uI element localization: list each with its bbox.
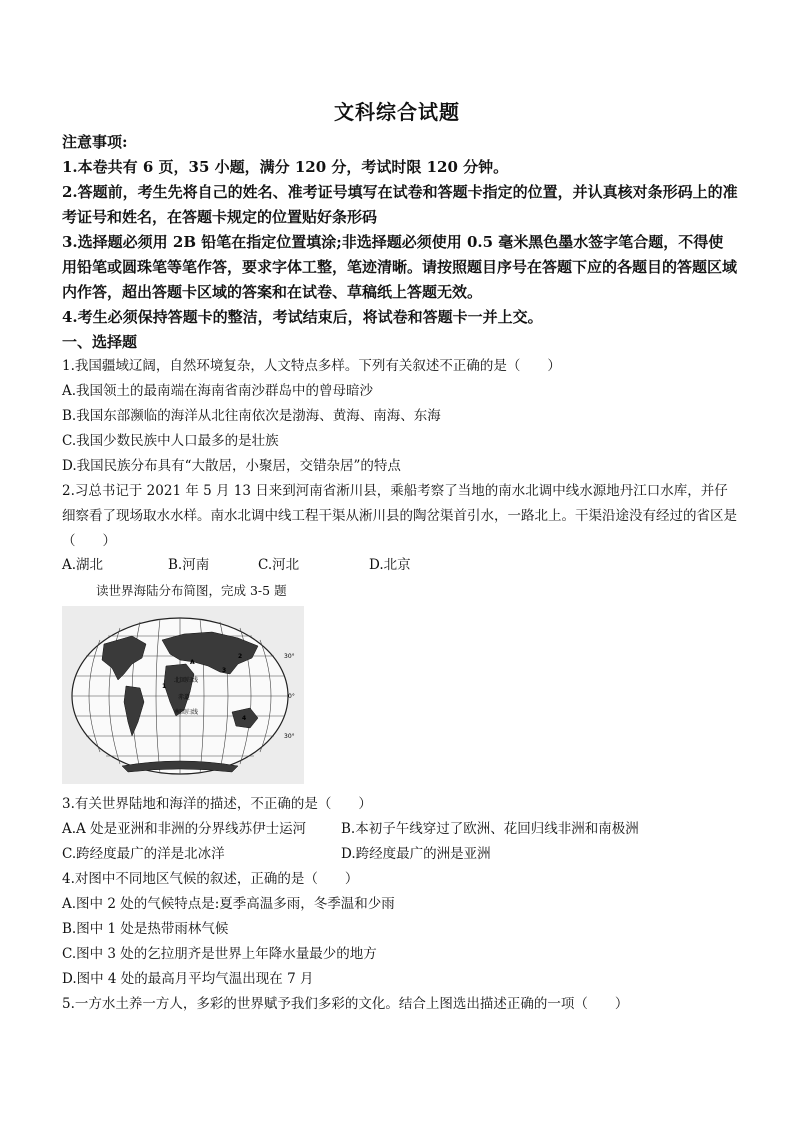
label-point-1: 1	[162, 683, 167, 690]
q2-option-d: D.北京	[369, 557, 411, 573]
label-equator: 赤道	[178, 694, 191, 701]
q1-option-c: C.我国少数民族中人口最多的是壮族	[62, 433, 279, 449]
q4-option-c: C.图中 3 处的乞拉朋齐是世界上年降水量最少的地方	[62, 946, 377, 962]
label-point-4: 4	[242, 715, 247, 722]
label-point-3: 3	[222, 667, 227, 674]
q1-stem: 1.我国疆域辽阔，自然环境复杂，人文特点多样。下列有关叙述不正确的是（ ）	[62, 358, 561, 374]
page-title: 文科综合试题	[334, 100, 460, 124]
notice-item-4: 4.考生必须保持答题卡的整洁，考试结束后，将试卷和答题卡一并上交。	[62, 308, 543, 326]
notice-item-3: 3.选择题必须用 2B 铅笔在指定位置填涂;非选择题必须使用 0.5 毫米黑色墨水签字笔合题，不得使用铅笔或圆珠笔等笔作答，要求字体工整，笔迹清晰。请按照题目序号在答题下应的各题目的答题区域内作答，超出答题卡区域的答案和在试卷、草稿纸上答题无效。	[62, 233, 738, 301]
q4-stem: 4.对图中不同地区气候的叙述，正确的是（ ）	[62, 871, 359, 887]
q3-option-a: A.A 处是亚洲和非洲的分界线苏伊士运河	[62, 821, 307, 837]
label-lat-30n: 30°	[284, 653, 295, 660]
q3-stem: 3.有关世界陆地和海洋的描述，不正确的是（ ）	[62, 796, 372, 812]
world-map	[62, 606, 304, 784]
q3-option-b: B.本初子午线穿过了欧洲、花回归线非洲和南极洲	[341, 821, 639, 837]
q4-option-a: A.图中 2 处的气候特点是:夏季高温多雨，冬季温和少雨	[62, 896, 395, 912]
q2-option-c: C.河北	[258, 557, 300, 573]
label-point-a: A	[190, 659, 195, 666]
map-caption: 读世界海陆分布简图，完成 3-5 题	[96, 583, 287, 598]
q2-stem: 2.习总书记于 2021 年 5 月 13 日来到河南省淅川县，乘船考察了当地的南水北调中线水源地丹江口水库，并仔细察看了现场取水水样。南水北调中线工程干渠从淅川县的陶岔渠首引水，一路北上。干渠沿途没有经过的省区是（ ）	[62, 483, 737, 549]
q3-option-c: C.跨经度最广的洋是北冰洋	[62, 846, 225, 862]
section-title: 一、选择题	[62, 333, 138, 351]
q1-option-b: B.我国东部濒临的海洋从北往南依次是渤海、黄海、南海、东海	[62, 408, 441, 424]
notice-item-1: 1.本卷共有 6 页，35 小题，满分 120 分，考试时限 120 分钟。	[62, 158, 509, 176]
q4-option-d: D.图中 4 处的最高月平均气温出现在 7 月	[62, 971, 314, 987]
label-point-2: 2	[238, 653, 243, 660]
notice-heading: 注意事项:	[62, 133, 128, 151]
q1-option-d: D.我国民族分布具有“大散居，小聚居，交错杂居”的特点	[62, 458, 401, 474]
q4-option-b: B.图中 1 处是热带雨林气候	[62, 921, 229, 937]
label-south-tropic: 南回归线	[174, 709, 199, 716]
q5-stem: 5.一方水土养一方人，多彩的世界赋予我们多彩的文化。结合上图选出描述正确的一项（ ）	[62, 996, 629, 1012]
label-lat-0: 0°	[288, 693, 295, 700]
q1-option-a: A.我国领土的最南端在海南省南沙群岛中的曾母暗沙	[62, 383, 374, 399]
notice-item-2: 2.答题前，考生先将自己的姓名、准考证号填写在试卷和答题卡指定的位置，并认真核对条形码上的准考证号和姓名，在答题卡规定的位置贴好条形码	[62, 183, 738, 226]
label-north-tropic: 北回归线	[174, 677, 199, 684]
label-lat-30s: 30°	[284, 733, 295, 740]
q3-option-d: D.跨经度最广的洲是亚洲	[341, 846, 491, 862]
q2-option-a: A.湖北	[62, 557, 104, 573]
q2-option-b: B.河南	[168, 557, 210, 573]
